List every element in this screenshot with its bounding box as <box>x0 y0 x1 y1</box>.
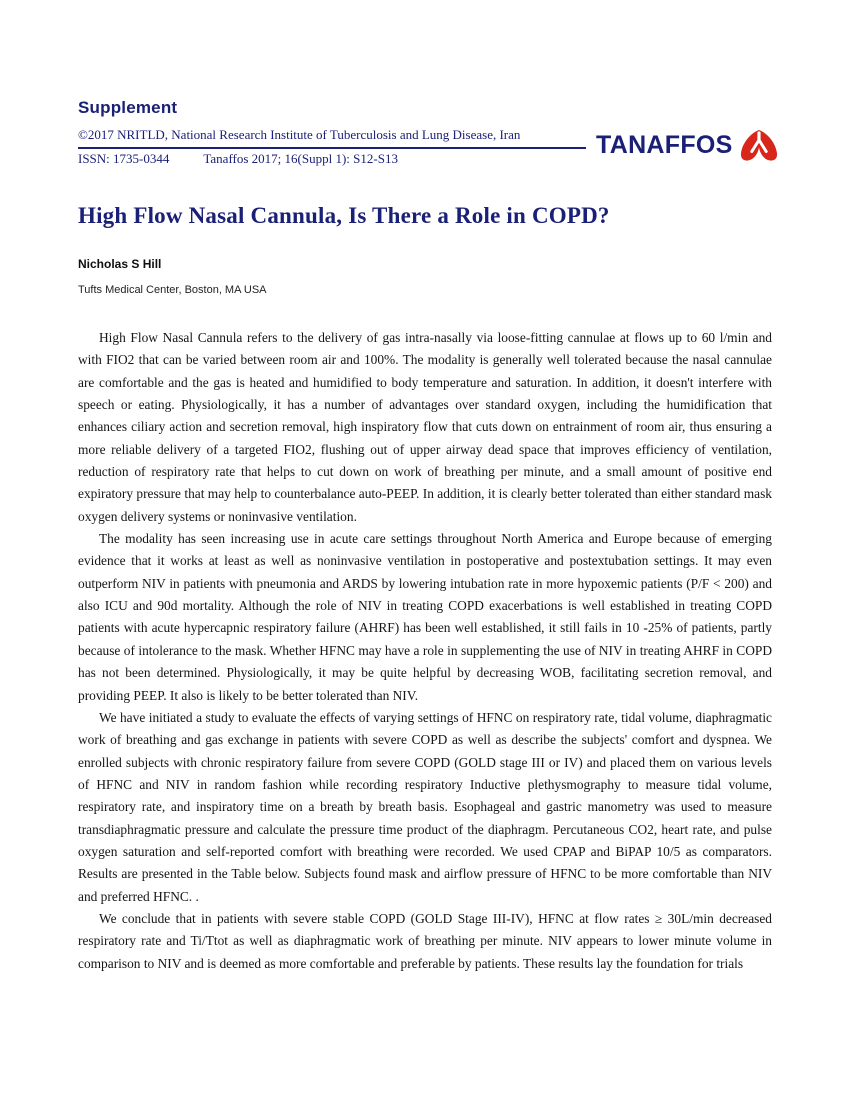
author-affiliation: Tufts Medical Center, Boston, MA USA <box>78 284 267 296</box>
header-divider <box>78 147 586 149</box>
citation: Tanaffos 2017; 16(Suppl 1): S12-S13 <box>203 151 398 166</box>
body-paragraph-3: We have initiated a study to evaluate the effects of varying settings of HFNC on respiratory rate, tidal volume, diaphragmatic work of breathing and gas exchange in patients with severe COPD as well as describe the subjects' comfort and dyspnea. We enrolled subjects with chronic respiratory failure from severe COPD (GOLD stage III or IV) and placed them on various levels of HFNC and NIV in random fashion while recording respiratory Inductive plethysmography to measure tidal volume, respiratory rate, and inspiratory time on a breath by breath basis. Esophageal and gastric manometry was used to measure transdiaphragmatic pressure and calculate the pressure time product of the diaphragm. Percutaneous CO2, heart rate, and pulse oxygen saturation and self-reported comfort with breathing were recorded. We used CPAP and BiPAP 10/5 as comparators. Results are presented in the Table below. Subjects found mask and airflow pressure of HFNC to be more comfortable than NIV and preferred HFNC. . <box>78 709 772 904</box>
journal-logo <box>596 130 780 161</box>
journal-logo-text: TANAFFOS <box>596 131 733 159</box>
article <box>78 203 772 975</box>
copyright-line: ©2017 NRITLD, National Research Institute of Tuberculosis and Lung Disease, Iran <box>78 127 521 142</box>
issn-number: ISSN: 1735-0344 <box>78 151 170 166</box>
lungs-icon <box>738 130 780 161</box>
author-name: Nicholas S Hill <box>78 257 162 271</box>
article-body <box>78 327 772 975</box>
article-title: High Flow Nasal Cannula, Is There a Role in COPD? <box>78 203 610 228</box>
body-paragraph-1: High Flow Nasal Cannula refers to the delivery of gas intra-nasally via loose-fitting cannulae at flows up to 60 l/min and with FIO2 that can be varied between room air and 100%. The modality is generally well tolerated because the nasal cannulae are comfortable and the gas is heated and humidified to body temperature and saturation. In addition, it doesn't interfere with speech or eating. Physiologically, it has a number of advantages over standard oxygen, including the humidification that enhances ciliary action and secretion removal, high inspiratory flow that cuts down on entrainment of room air, thus ensuring a more reliable delivery of a targeted FIO2, flushing out of upper airway dead space that improves efficiency of ventilation, reduction of respiratory rate that helps to cut down on work of breathing per minute, and a small amount of positive end expiratory pressure that may help to counterbalance auto-PEEP. In addition, it is clearly better tolerated than either standard mask oxygen delivery systems or noninvasive ventilation. <box>78 330 772 524</box>
section-label: Supplement <box>78 98 178 117</box>
body-paragraph-2: The modality has seen increasing use in acute care settings throughout North America and Europe because of emerging evidence that it works at least as well as noninvasive ventilation in postoperative and postextubation settings. It may even outperform NIV in patients with pneumonia and ARDS by lowering intubation rate in more hypoxemic patients (P/F < 200) and also ICU and 90d mortality. Although the role of NIV in treating COPD exacerbations is well established in treating COPD patients with acute hypercapnic respiratory failure (AHRF) has been well established, it still fails in 10 -25% of patients, partly because of intolerance to the mask. Whether HFNC may have a role in supplementing the use of NIV in treating AHRF in COPD has not been determined. Physiologically, it may be quite helpful by decreasing WOB, facilitating secretion removal, and providing PEEP. It also is likely to be better tolerated than NIV. <box>78 531 772 703</box>
body-paragraph-4: We conclude that in patients with severe stable COPD (GOLD Stage III-IV), HFNC at flow rates ≥ 30L/min decreased respiratory rate and Ti/Ttot as well as diaphragmatic work of breathing per minute. NIV appears to lower minute volume in comparison to NIV and is deemed as more comfortable and preferable by patients. These results lay the foundation for trials <box>78 910 772 971</box>
journal-header <box>78 98 772 167</box>
